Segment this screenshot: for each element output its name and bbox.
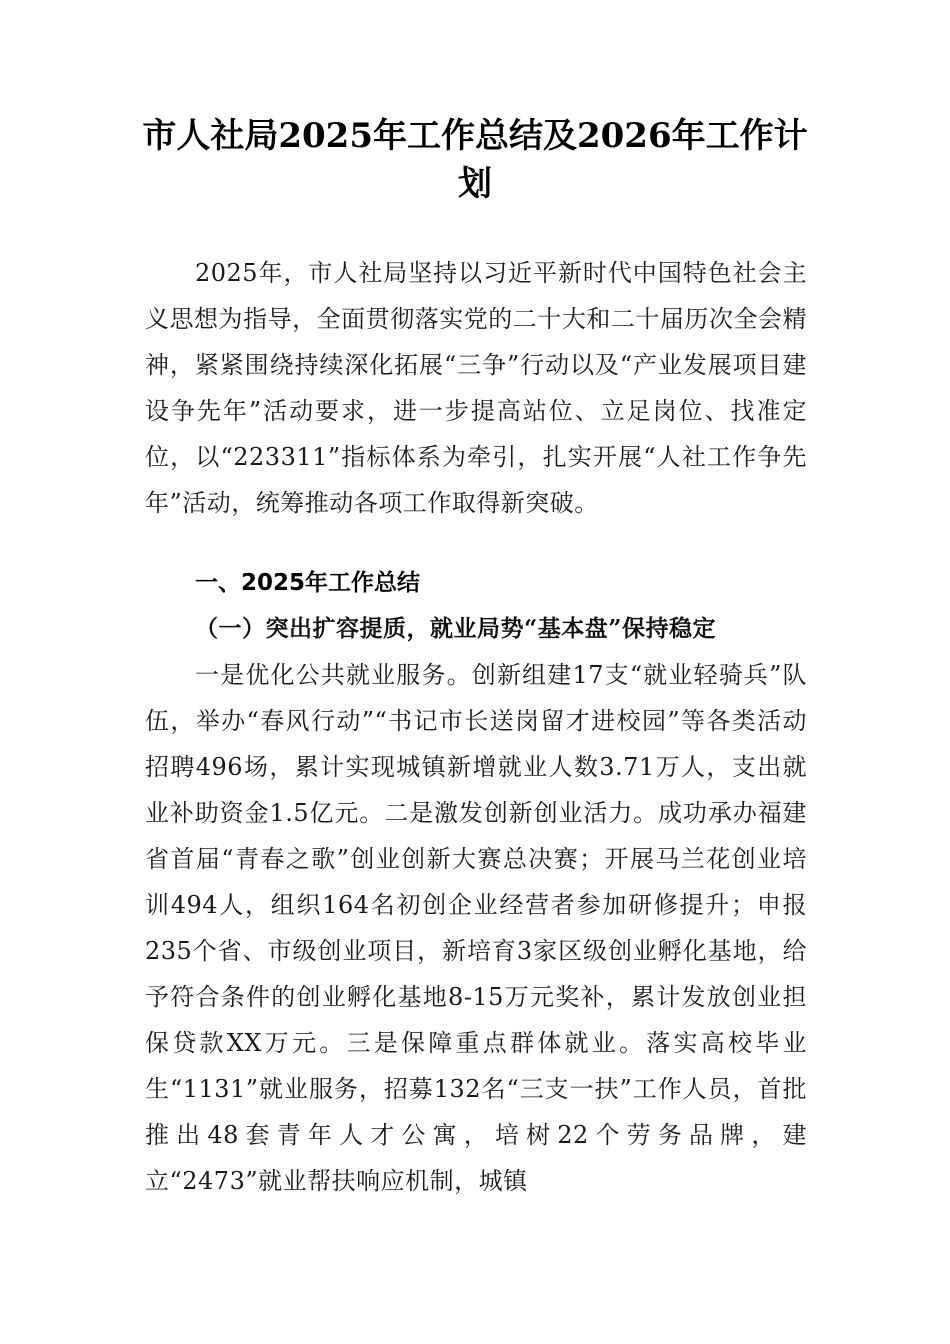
subsection-paragraph: 一是优化公共就业服务。创新组建17支“就业轻骑兵”队伍，举办“春风行动”“书记市长送岗留才进校园”等各类活动招聘496场，累计实现城镇新增就业人数3.71万人，支出就业补助资金1.5亿元。二是激发创新创业活力。成功承办福建省首届“青春之歌”创业创新大赛总决赛；开展马兰花创业培训494人，组织164名初创企业经营者参加研修提升；申报235个省、市级创业项目，新培育3家区级创业孵化基地，给予符合条件的创业孵化基地8-15万元奖补，累计发放创业担保贷款XX万元。三是保障重点群体就业。落实高校毕业生“1131”就业服务，招募132名“三支一扶”工作人员，首批推出48套青年人才公寓，培树22个劳务品牌，建立“2473”就业帮扶响应机制，城镇 xyxy=(145,661,807,1195)
intro-paragraph: 2025年，市人社局坚持以习近平新时代中国特色社会主义思想为指导，全面贯彻落实党的二十大和二十届历次全会精神，紧紧围绕持续深化拓展“三争”行动以及“产业发展项目建设争先年”活动要求，进一步提高站位、立足岗位、找准定位，以“223311”指标体系为牵引，扎实开展“人社工作争先年”活动，统筹推动各项工作取得新突破。 xyxy=(145,259,807,517)
subsection-heading: （一）突出扩容提质，就业局势“基本盘”保持稳定 xyxy=(195,615,716,642)
document-title: 市人社局2025年工作总结及2026年工作计划 xyxy=(142,116,808,204)
section-heading: 一、2025年工作总结 xyxy=(195,570,421,596)
